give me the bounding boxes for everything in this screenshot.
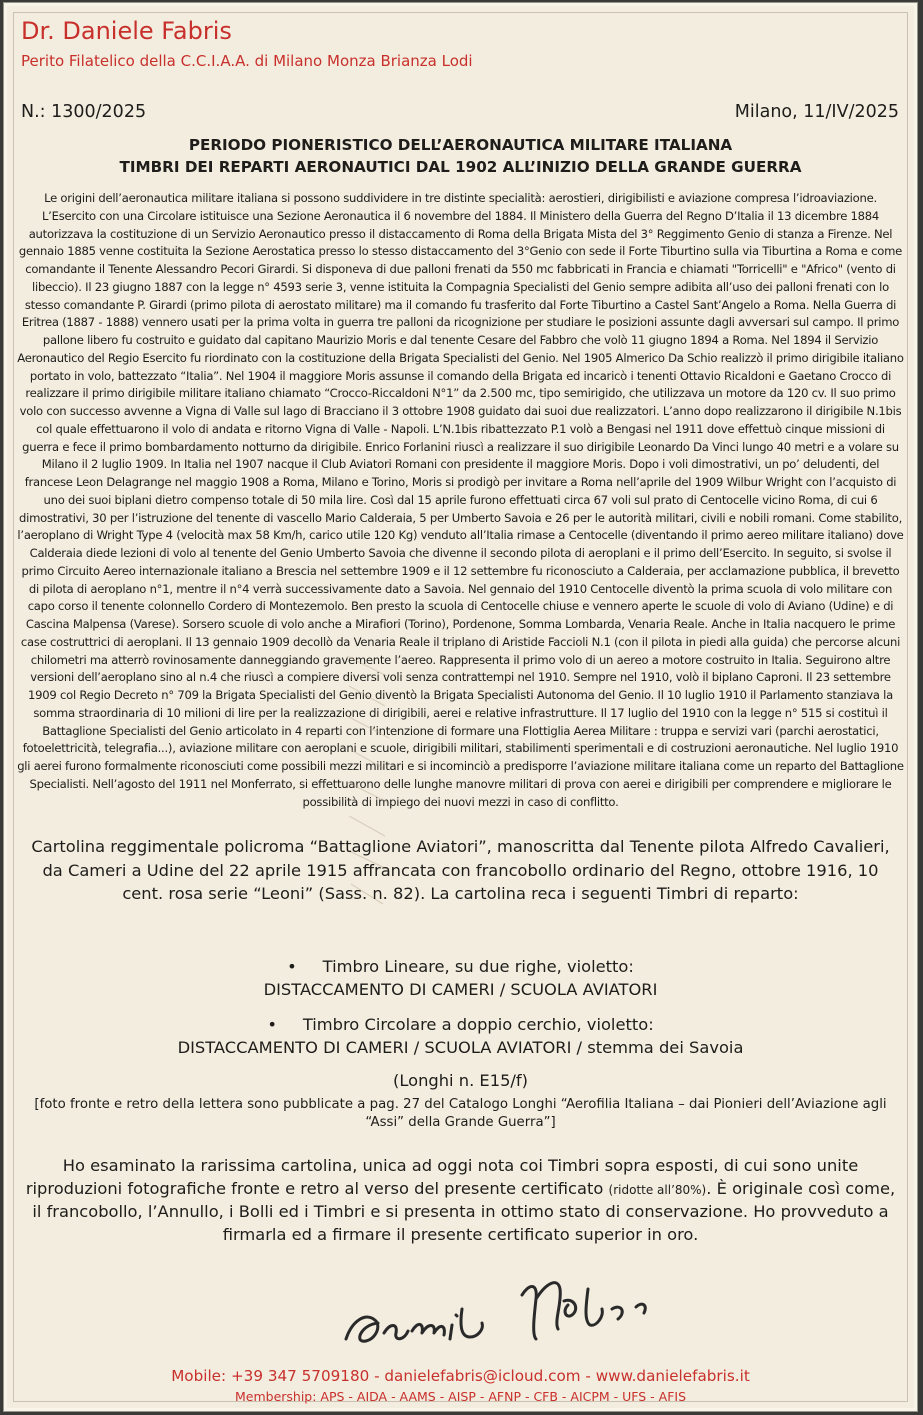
title-line-1: PERIODO PIONERISTICO DELL’AERONAUTICA MILITARE ITALIANA [188, 136, 733, 154]
item-description: Cartolina reggimentale policroma “Battaglione Aviatori”, manoscritta dal Tenente pilota Alfredo Cavalieri, da Cameri a Udine del 22 aprile 1915 affrancata con francobollo ordinario del Regno, ottobre 1916, 10 cent. rosa serie “Leoni” (Sass. n. 82). La cartolina reca i seguenti Timbri di reparto: [31, 837, 890, 903]
contact-info: Mobile: +39 347 5709180 - danielefabris@icloud.com - www.danielefabris.it [171, 1367, 750, 1385]
stamp-text: DISTACCAMENTO DI CAMERI / SCUOLA AVIATORI / stemma dei Savoia [177, 1038, 744, 1057]
expert-name: Dr. Daniele Fabris [21, 17, 232, 45]
title-line-2: TIMBRI DEI REPARTI AERONAUTICI DAL 1902 ALL’INIZIO DELLA GRANDE GUERRA [119, 158, 802, 176]
bullet-icon: • [287, 957, 297, 976]
conclusion-paragraph [21, 1155, 900, 1246]
conclusion-part-2: . È originale così come, il francobollo, l’Annullo, i Bolli ed i Timbri e si presenta in ottimo stato di conservazione. Ho provveduto a firmarla ed a firmare il presente certificato superior in oro. [32, 1178, 896, 1244]
place-date: Milano, 11/IV/2025 [734, 102, 899, 122]
photo-note: [foto fronte e retro della lettera sono pubblicate a pag. 27 del Catalogo Longhi “Aerofilia Italiana – dai Pionieri dell’Aviazione agli “Assi” della Grande Guerra”] [34, 1097, 887, 1130]
stamp-type: Timbro Circolare a doppio cerchio, violetto: [302, 1015, 654, 1034]
membership-info: Membership: APS - AIDA - AAMS - AISP - AFNP - CFB - AICPM - UFS - AFIS [234, 1389, 687, 1404]
history-paragraph: Le origini dell’aeronautica militare italiana si possono suddividere in tre distinte specialità: aerostieri, dirigibilisti e aviazione compresa l’idroaviazione. L’Esercito con una Circolare istituisce una Sezione Aeronautica il 6 novembre del 1884. Il Ministero della Guerra del Regno D’Italia il 13 dicembre 1884 autorizzava la costituzione di un Servizio Aeronautico presso il distaccamento di Roma della Brigata Mista del 3° Reggimento Genio di stanza a Firenze. Nel gennaio 1885 venne costituita la Sezione Aerostatica presso lo stesso distaccamento del 3°Genio con sede il Forte Tiburtino sulla via Tiburtina a Roma e come comandante il Tenente Alessandro Pecori Girardi. Si disponeva di due palloni frenati da 550 mc fabbricati in Francia e chiamati "Torricelli" e "Africo" (vento di libeccio). Il 23 giugno 1887 con la legge n° 4593 serie 3, venne istituita la Compagnia Specialisti del Genio sempre adibita all’uso dei palloni frenati con lo stesso comandante P. Girardi (primo pilota di aerostato militare) ma il comando fu trasferito dal Forte Tiburtino a Castel Sant’Angelo a Roma. Nella Guerra di Eritrea (1887 - 1888) vennero usati per la prima volta in guerra tre palloni da ricognizione per studiare le posizioni assunte dagli avversari sul campo. Il primo pallone libero fu costruito e guidato dal capitano Maurizio Moris e dal tenente Cesare del Fabbro che volò 11 giugno 1894 a Roma. Nel 1894 il Servizio Aeronautico del Regio Esercito fu riordinato con la costituzione della Brigata Specialisti del Genio. Nel 1905 Almerico Da Schio realizzò il primo dirigibile italiano portato in volo, battezzato “Italia”. Nel 1904 il maggiore Moris assunse il comando della Brigata ed incaricò i tenenti Ottavio Ricaldoni e Gaetano Crocco di realizzare il primo dirigibile militare italiano chiamato “Crocco-Riccaldoni N°1” da 2.500 mc, tipo semirigido, che utilizzava un motore da 120 cv. Il suo primo volo con successo avvenne a Vigna di Valle sul lago di Bracciano il 3 ottobre 1908 guidato dai suoi due realizzatori. L’anno dopo realizzarono il dirigibile N.1bis col quale effettuarono il volo di andata e ritorno Vigna di Valle - Napoli. L’N.1bis ribattezzato P.1 volò a Bengasi nel 1911 dove effettuò cinque missioni di guerra e fece il primo bombardamento notturno da dirigibile. Enrico Forlanini riuscì a realizzare il suo dirigibile Leonardo Da Vinci lungo 40 metri e a volare su Milano il 2 luglio 1909. In Italia nel 1907 nacque il Club Aviatori Romani con presidente il maggiore Moris. Dopo i voli dimostrativi, un po’ deludenti, del francese Leon Delagrange nel maggio 1908 a Roma, Milano e Torino, Moris si prodigò per invitare a Roma nell’aprile del 1909 Wilbur Wright con l’acquisto di uno dei suoi biplani dietro compenso totale di 50 mila lire. Così dal 15 aprile furono effettuati circa 67 voli sul prato di Centocelle vicino Roma, di cui 6 dimostrativi, 30 per l’istruzione del tenente di vascello Mario Calderaia, 5 per Umberto Savoia e 26 per le autorità militari, civili e nobili romani. Come stabilito, l’aeroplano di Wright Type 4 (velocità max 58 Km/h, carico utile 120 Kg) venduto all’Italia rimase a Centocelle (diventando il primo aereo militare italiano) dove Calderaia diede lezioni di volo al tenente del Genio Umberto Savoia che divenne il secondo pilota di aeroplani e il primo dell’Esercito. In seguito, si svolse il primo Circuito Aereo internazionale italiano a Brescia nel settembre 1909 e il 12 settembre fu riconosciuto a Calderaia, per acclamazione pubblica, il brevetto di pilota di aeroplano n°1, mentre il n°4 verrà successivamente dato a Savoia. Nel gennaio del 1910 Centocelle diventò la prima scuola di volo militare con capo corso il tenente colonnello Cordero di Montezemolo. Ben presto la scuola di Centocelle chiuse e vennero aperte le scuole di volo di Aviano (Udine) e di Cascina Malpensa (Varese). Sorsero scuole di volo anche a Mirafiori (Torino), Pordenone, Somma Lombarda, Venaria Reale. Anche in Italia nacquero le prime case costruttrici di aeroplani. Il 13 gennaio 1909 decollò da Venaria Reale il triplano di Aristide Faccioli N.1 (con il pilota in piedi alla guida) che percorse alcuni chilometri ma atterrò rovinosamente danneggiando gravemente l’aereo. Rappresenta il primo volo di un aereo a motore costruito in Italia. Seguirono altre versioni dell’aeroplano sino al n.4 che riuscì a compiere diversi voli senza contrattempi nel 1910. Sempre nel 1910, volò il biplano Caproni. Il 23 settembre 1909 col Regio Decreto n° 709 la Brigata Specialisti del Genio diventò la Brigata Specialisti Autonoma del Genio. Il 10 luglio 1910 il Parlamento stanziava la somma straordinaria di 10 milioni di lire per la realizzazione di dirigibili, aerei e relative infrastrutture. Il 17 luglio del 1910 con la legge n° 515 si costituì il Battaglione Specialisti del Genio articolato in 4 reparti con l’intenzione di formare una Flottiglia Aerea Militare : truppa e servizi vari (parchi aerostatici, fotoelettricità, telegrafia...), aviazione militare con aeroplani e scuole, dirigibili militari, stabilimenti sperimentali e di costruzioni aeronautiche. Nel luglio 1910 gli aerei furono formalmente riconosciuti come possibili mezzi militari e si incominciò a predisporre l’aviazione militare italiana come un reparto del Battaglione Specialisti. Nell’agosto del 1911 nel Monferrato, si effettuarono delle lunghe manovre militari di prova con aerei e dirigibili per comprendere e migliorare le possibilità di impiego dei nuovi mezzi in caso di conflitto. [17, 191, 904, 809]
stamp-circular [7, 1013, 914, 1059]
document-title [7, 134, 914, 178]
catalogue-reference: (Longhi n. E15/f) [392, 1071, 528, 1090]
reduction-note: (ridotte all’80%) [608, 1182, 707, 1197]
certificate-number: N.: 1300/2025 [21, 102, 147, 122]
signature-icon [332, 1259, 672, 1369]
conclusion-part-1: Ho esaminato la rarissima cartolina, unica ad oggi nota coi Timbri sopra esposti, di cui sono unite riproduzioni fotografiche fronte e retro al verso del presente certificato [25, 1156, 859, 1198]
stamp-linear [7, 955, 914, 1001]
stamp-type: Timbro Lineare, su due righe, violetto: [322, 957, 634, 976]
expert-title: Perito Filatelico della C.C.I.A.A. di Milano Monza Brianza Lodi [21, 52, 473, 70]
certificate-sheet [4, 3, 917, 1411]
bullet-icon: • [267, 1015, 277, 1034]
stamp-text: DISTACCAMENTO DI CAMERI / SCUOLA AVIATORI [263, 980, 658, 999]
